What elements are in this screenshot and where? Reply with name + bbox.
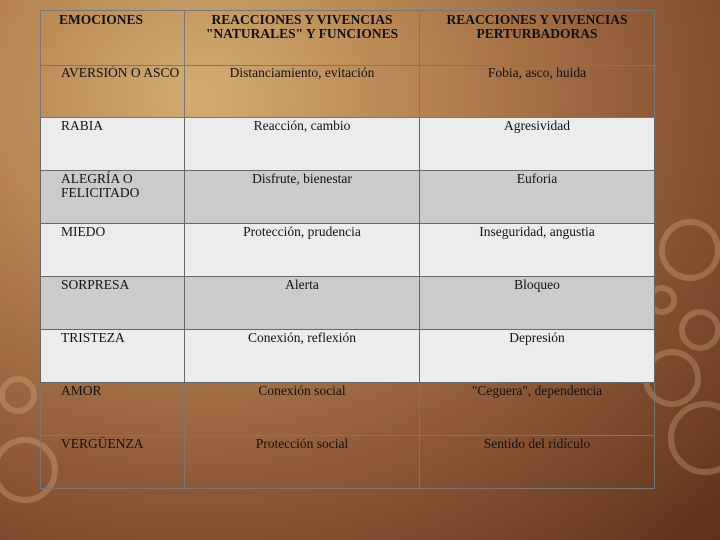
emotion-cell: TRISTEZA xyxy=(41,330,185,383)
disturbing-cell: Bloqueo xyxy=(420,277,655,330)
disturbing-cell: Inseguridad, angustia xyxy=(420,224,655,277)
header-naturales: REACCIONES Y VIVENCIAS "NATURALES" Y FUNCIONES xyxy=(185,11,420,66)
emotion-cell: AMOR xyxy=(41,383,185,436)
header-perturbadoras: REACCIONES Y VIVENCIAS PERTURBADORAS xyxy=(420,11,655,66)
disturbing-cell: Fobia, asco, huida xyxy=(420,66,655,118)
header-row xyxy=(41,11,655,66)
natural-cell: Reacción, cambio xyxy=(185,118,420,171)
emotion-cell: RABIA xyxy=(41,118,185,171)
natural-cell: Distanciamiento, evitación xyxy=(185,66,420,118)
header-emociones: EMOCIONES xyxy=(41,11,185,66)
table-row xyxy=(41,171,655,224)
emotion-cell: MIEDO xyxy=(41,224,185,277)
emotions-table xyxy=(40,10,655,489)
natural-cell: Alerta xyxy=(185,277,420,330)
table-row xyxy=(41,330,655,383)
emotion-cell: VERGÜENZA xyxy=(41,436,185,489)
table-row xyxy=(41,383,655,436)
disturbing-cell: Depresión xyxy=(420,330,655,383)
table-row xyxy=(41,436,655,489)
natural-cell: Conexión, reflexión xyxy=(185,330,420,383)
table-row xyxy=(41,66,655,118)
emotion-cell: SORPRESA xyxy=(41,277,185,330)
table-row xyxy=(41,224,655,277)
emotion-cell: AVERSIÓN O ASCO xyxy=(41,66,185,118)
natural-cell: Protección social xyxy=(185,436,420,489)
disturbing-cell: Euforia xyxy=(420,171,655,224)
natural-cell: Protección, prudencia xyxy=(185,224,420,277)
natural-cell: Disfrute, bienestar xyxy=(185,171,420,224)
disturbing-cell: "Ceguera", dependencia xyxy=(420,383,655,436)
disturbing-cell: Sentido del ridículo xyxy=(420,436,655,489)
table-row xyxy=(41,277,655,330)
disturbing-cell: Agresividad xyxy=(420,118,655,171)
table-row xyxy=(41,118,655,171)
natural-cell: Conexión social xyxy=(185,383,420,436)
emotion-cell: ALEGRÍA O FELICITADO xyxy=(41,171,185,224)
